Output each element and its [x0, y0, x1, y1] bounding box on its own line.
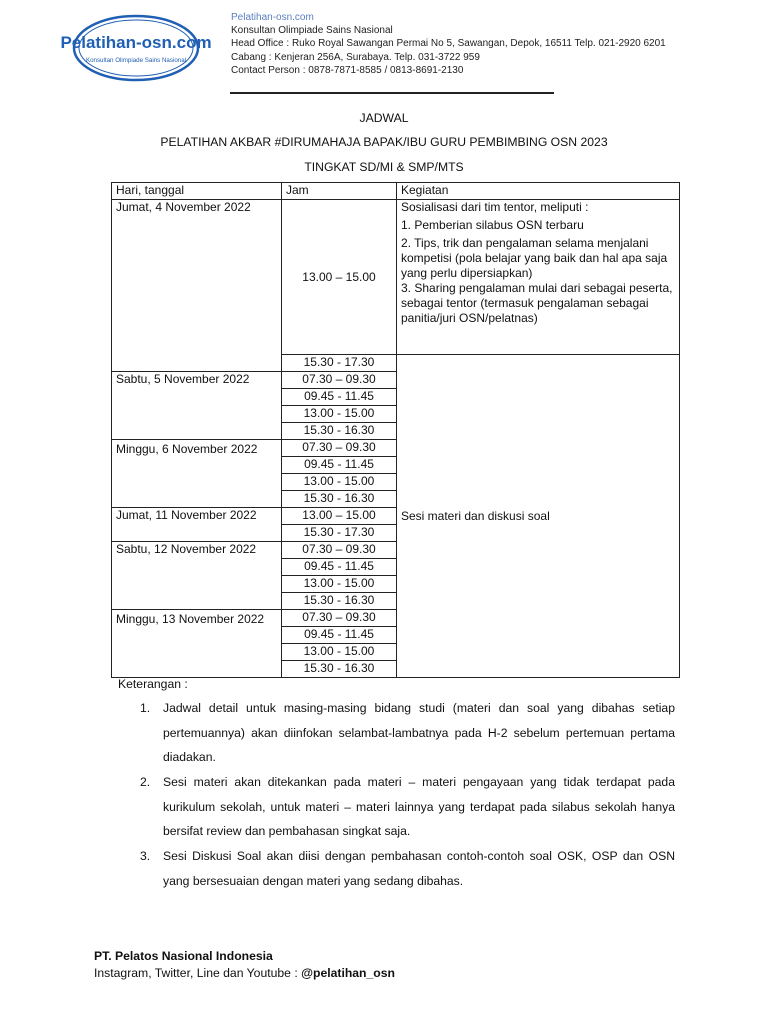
- list-item: [140, 696, 675, 770]
- header-activity: Kegiatan: [397, 183, 680, 200]
- time-cell: 13.00 - 15.00: [282, 576, 397, 593]
- time-cell: 15.30 - 16.30: [282, 423, 397, 440]
- list-item: [140, 770, 675, 844]
- table-header-row: [112, 183, 680, 200]
- table-row: [112, 200, 680, 355]
- note-number: 3.: [140, 849, 151, 863]
- day-cell: Jumat, 4 November 2022: [112, 200, 282, 372]
- time-cell: 07.30 – 09.30: [282, 542, 397, 559]
- header-line2: Head Office : Ruko Royal Sawangan Permai No 5, Sawangan, Depok, 16511 Telp. 021-2920 6201: [231, 38, 666, 50]
- time-cell: 09.45 - 11.45: [282, 389, 397, 406]
- company-logo: [60, 14, 212, 82]
- notes-list: [140, 696, 675, 894]
- time-cell: 15.30 - 16.30: [282, 661, 397, 678]
- doc-subtitle: PELATIHAN AKBAR #DIRUMAHAJA BAPAK/IBU GURU PEMBIMBING OSN 2023: [160, 135, 608, 149]
- note-text: Sesi Diskusi Soal akan diisi dengan pembahasan contoh-contoh soal OSK, OSP dan OSN yang bersesuaian dengan materi yang sedang dibahas.: [163, 849, 675, 888]
- header-line1: Konsultan Olimpiade Sains Nasional: [231, 25, 393, 37]
- note-number: 1.: [140, 701, 151, 715]
- note-number: 2.: [140, 775, 151, 789]
- letterhead: [231, 11, 666, 77]
- day-cell: Minggu, 13 November 2022: [112, 610, 282, 678]
- notes-label: Keterangan :: [118, 677, 188, 691]
- header-divider: [230, 92, 554, 94]
- time-cell: 13.00 - 15.00: [282, 644, 397, 661]
- day-cell: Jumat, 11 November 2022: [112, 508, 282, 542]
- activity-item: 3. Sharing pengalaman mulai dari sebagai peserta, sebagai tentor (termasuk pengalaman sebagai panitia/juri OSN/pelatnas): [401, 281, 673, 325]
- time-cell: 09.45 - 11.45: [282, 457, 397, 474]
- time-cell: 07.30 – 09.30: [282, 610, 397, 627]
- day-cell: Minggu, 6 November 2022: [112, 440, 282, 508]
- time-cell: 09.45 - 11.45: [282, 559, 397, 576]
- time-cell: 13.00 – 15.00: [282, 508, 397, 525]
- time-cell: 09.45 - 11.45: [282, 627, 397, 644]
- social-line: [94, 965, 395, 982]
- time-cell: 13.00 – 15.00: [282, 200, 397, 355]
- time-cell: 15.30 - 16.30: [282, 491, 397, 508]
- header-line4: Contact Person : 0878-7871-8585 / 0813-8691-2130: [231, 64, 464, 76]
- list-item: [140, 844, 675, 893]
- time-cell: 15.30 - 17.30: [282, 355, 397, 372]
- doc-title: JADWAL: [359, 111, 409, 125]
- time-cell: 07.30 – 09.30: [282, 372, 397, 389]
- time-cell: 13.00 - 15.00: [282, 474, 397, 491]
- time-cell: 13.00 - 15.00: [282, 406, 397, 423]
- day-cell: Sabtu, 12 November 2022: [112, 542, 282, 610]
- header-day: Hari, tanggal: [112, 183, 282, 200]
- social-label: Instagram, Twitter, Line dan Youtube :: [94, 966, 302, 980]
- activity-item: 2. Tips, trik dan pengalaman selama menjalani kompetisi (pola belajar yang baik dan hal apa saja yang perlu dipersiapkan): [401, 236, 668, 280]
- activity-intro: Sosialisasi dari tim tentor, meliputi :: [401, 200, 589, 214]
- site-name: Pelatihan-osn.com: [231, 12, 314, 23]
- header-line3: Cabang : Kenjeran 256A, Surabaya. Telp. 031-3722 959: [231, 51, 480, 63]
- activity-cell-orientation: [397, 200, 680, 355]
- svg-text:Pelatihan-osn.com: Pelatihan-osn.com: [60, 33, 212, 52]
- header-time: Jam: [282, 183, 397, 200]
- note-text: Jadwal detail untuk masing-masing bidang studi (materi dan soal yang dibahas setiap pertemuannya) akan diinfokan selambat-lambatnya pada H-2 sebelum pertemuan pertama diadakan.: [163, 701, 675, 764]
- activity-cell-sessions: Sesi materi dan diskusi soal: [397, 355, 680, 678]
- svg-text:Konsultan Olimpiade Sains Nasi: Konsultan Olimpiade Sains Nasional: [85, 57, 187, 64]
- day-cell: Sabtu, 5 November 2022: [112, 372, 282, 440]
- time-cell: 15.30 - 17.30: [282, 525, 397, 542]
- note-text: Sesi materi akan ditekankan pada materi – materi pengayaan yang tidak terdapat pada kurikulum sekolah, untuk materi – materi lainnya yang terdapat pada silabus sekolah hanya bersifat review dan pembahasan singkat saja.: [163, 775, 675, 838]
- schedule-table: [111, 182, 680, 678]
- time-cell: 15.30 - 16.30: [282, 593, 397, 610]
- company-name: PT. Pelatos Nasional Indonesia: [94, 949, 273, 963]
- doc-level: TINGKAT SD/MI & SMP/MTS: [304, 160, 464, 174]
- footer: [94, 948, 395, 982]
- activity-item: 1. Pemberian silabus OSN terbaru: [401, 218, 584, 232]
- social-handle: @pelatihan_osn: [301, 966, 395, 980]
- time-cell: 07.30 – 09.30: [282, 440, 397, 457]
